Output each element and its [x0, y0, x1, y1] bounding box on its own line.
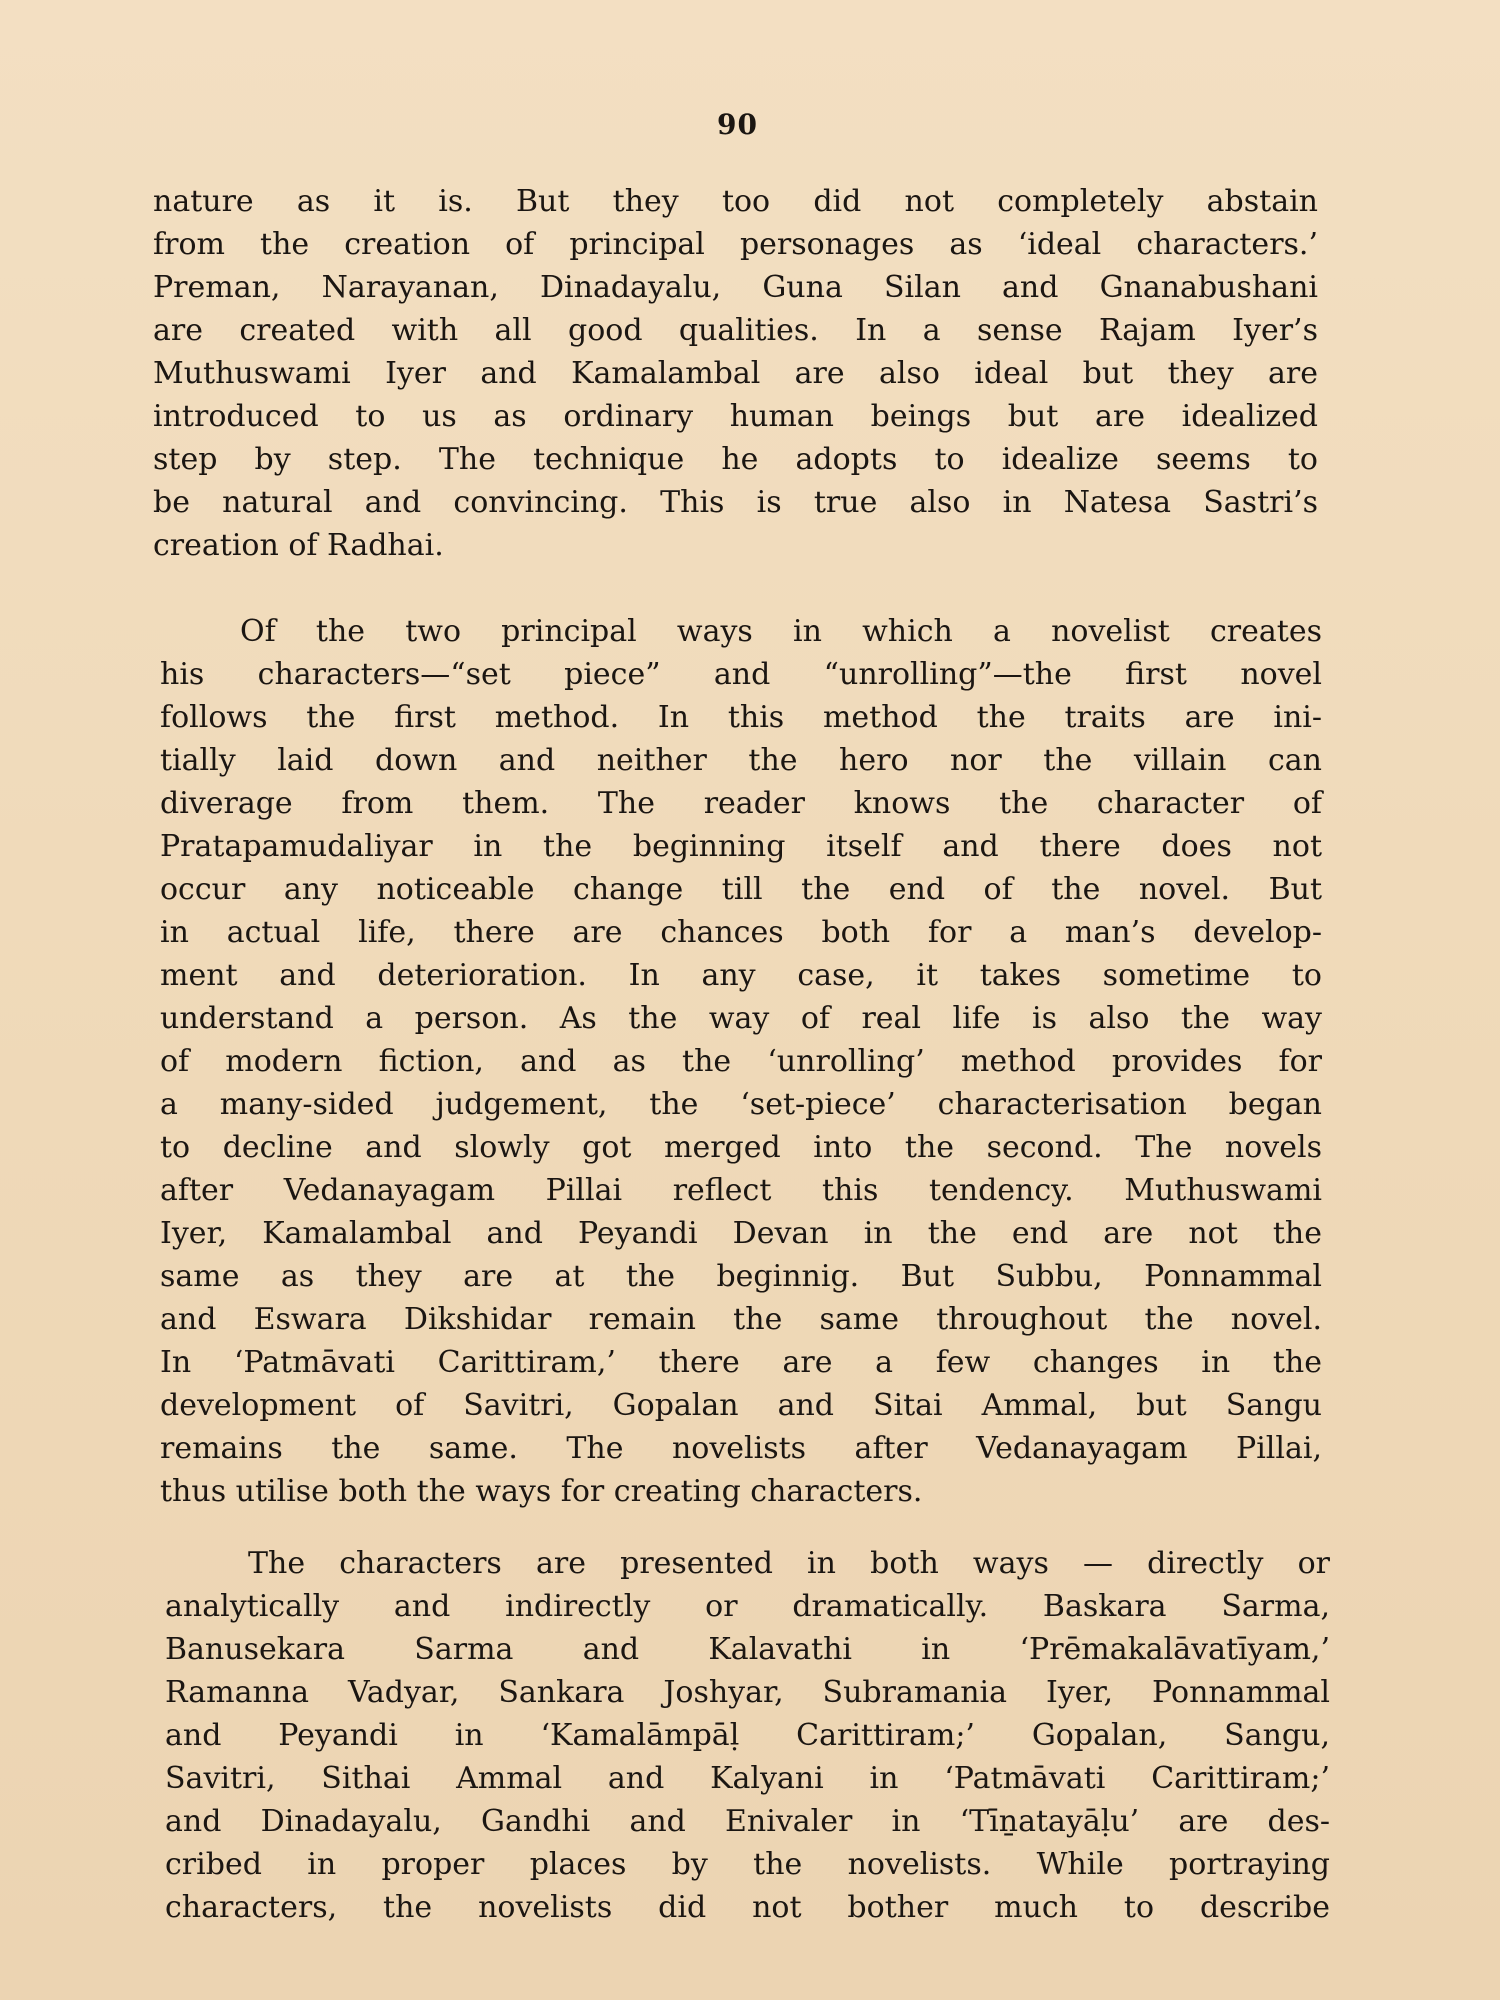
paragraph-3 [165, 1542, 1330, 1929]
text-line: introduced to us as ordinary human beings but are idealized [153, 399, 1318, 434]
text-line: of modern fiction, and as the ‘unrolling’ method provides for [160, 1044, 1322, 1079]
text-line: step by step. The technique he adopts to idealize seems to [153, 442, 1318, 477]
text-line: understand a person. As the way of real life is also the way [160, 1001, 1322, 1036]
text-line: Of the two principal ways in which a novelist creates [240, 614, 1322, 649]
text-line: The characters are presented in both ways — directly or [248, 1546, 1330, 1581]
text-line: Savitri, Sithai Ammal and Kalyani in ‘Patmāvati Carittiram;’ [165, 1761, 1330, 1796]
text-line: Preman, Narayanan, Dinadayalu, Guna Silan and Gnanabushani [153, 270, 1318, 305]
text-line: in actual life, there are chances both for a man’s develop- [160, 915, 1322, 950]
text-line: diverage from them. The reader knows the character of [160, 786, 1322, 821]
text-line: In ‘Patmāvati Carittiram,’ there are a few changes in the [160, 1345, 1322, 1380]
text-line: to decline and slowly got merged into the second. The novels [160, 1130, 1322, 1165]
text-line: cribed in proper places by the novelists. While portraying [165, 1847, 1330, 1882]
text-line: remains the same. The novelists after Vedanayagam Pillai, [160, 1431, 1322, 1466]
text-line: from the creation of principal personages as ‘ideal characters.’ [153, 227, 1318, 262]
text-line: characters, the novelists did not bother much to describe [165, 1890, 1330, 1925]
text-line: Pratapamudaliyar in the beginning itself and there does not [160, 829, 1322, 864]
text-line: analytically and indirectly or dramatically. Baskara Sarma, [165, 1589, 1330, 1624]
text-line: development of Savitri, Gopalan and Sitai Ammal, but Sangu [160, 1388, 1322, 1423]
text-line: thus utilise both the ways for creating characters. [160, 1474, 923, 1509]
text-line: same as they are at the beginnig. But Subbu, Ponnammal [160, 1259, 1322, 1294]
text-line: occur any noticeable change till the end of the novel. But [160, 872, 1322, 907]
text-line: creation of Radhai. [153, 528, 444, 563]
page-number: 90 [717, 108, 758, 141]
paragraph-1 [153, 180, 1318, 567]
text-line: are created with all good qualities. In a sense Rajam Iyer’s [153, 313, 1318, 348]
text-line: and Eswara Dikshidar remain the same throughout the novel. [160, 1302, 1322, 1337]
text-line: and Peyandi in ‘Kamalāmpāḷ Carittiram;’ Gopalan, Sangu, [165, 1718, 1330, 1753]
text-line: tially laid down and neither the hero nor the villain can [160, 743, 1322, 778]
text-line: after Vedanayagam Pillai reflect this tendency. Muthuswami [160, 1173, 1322, 1208]
text-line: his characters—“set piece” and “unrolling”—the first novel [160, 657, 1322, 692]
text-line: nature as it is. But they too did not completely abstain [153, 184, 1318, 219]
text-line: follows the first method. In this method the traits are ini- [160, 700, 1322, 735]
text-line: Banusekara Sarma and Kalavathi in ‘Prēmakalāvatīyam,’ [165, 1632, 1330, 1667]
text-line: Ramanna Vadyar, Sankara Joshyar, Subramania Iyer, Ponnammal [165, 1675, 1330, 1710]
text-line: and Dinadayalu, Gandhi and Enivaler in ‘Tīṉatayāḷu’ are des- [165, 1804, 1330, 1839]
paragraph-2 [160, 610, 1322, 1513]
text-line: Iyer, Kamalambal and Peyandi Devan in the end are not the [160, 1216, 1322, 1251]
text-line: a many-sided judgement, the ‘set-piece’ characterisation began [160, 1087, 1322, 1122]
text-line: Muthuswami Iyer and Kamalambal are also ideal but they are [153, 356, 1318, 391]
text-line: be natural and convincing. This is true also in Natesa Sastri’s [153, 485, 1318, 520]
text-line: ment and deterioration. In any case, it takes sometime to [160, 958, 1322, 993]
